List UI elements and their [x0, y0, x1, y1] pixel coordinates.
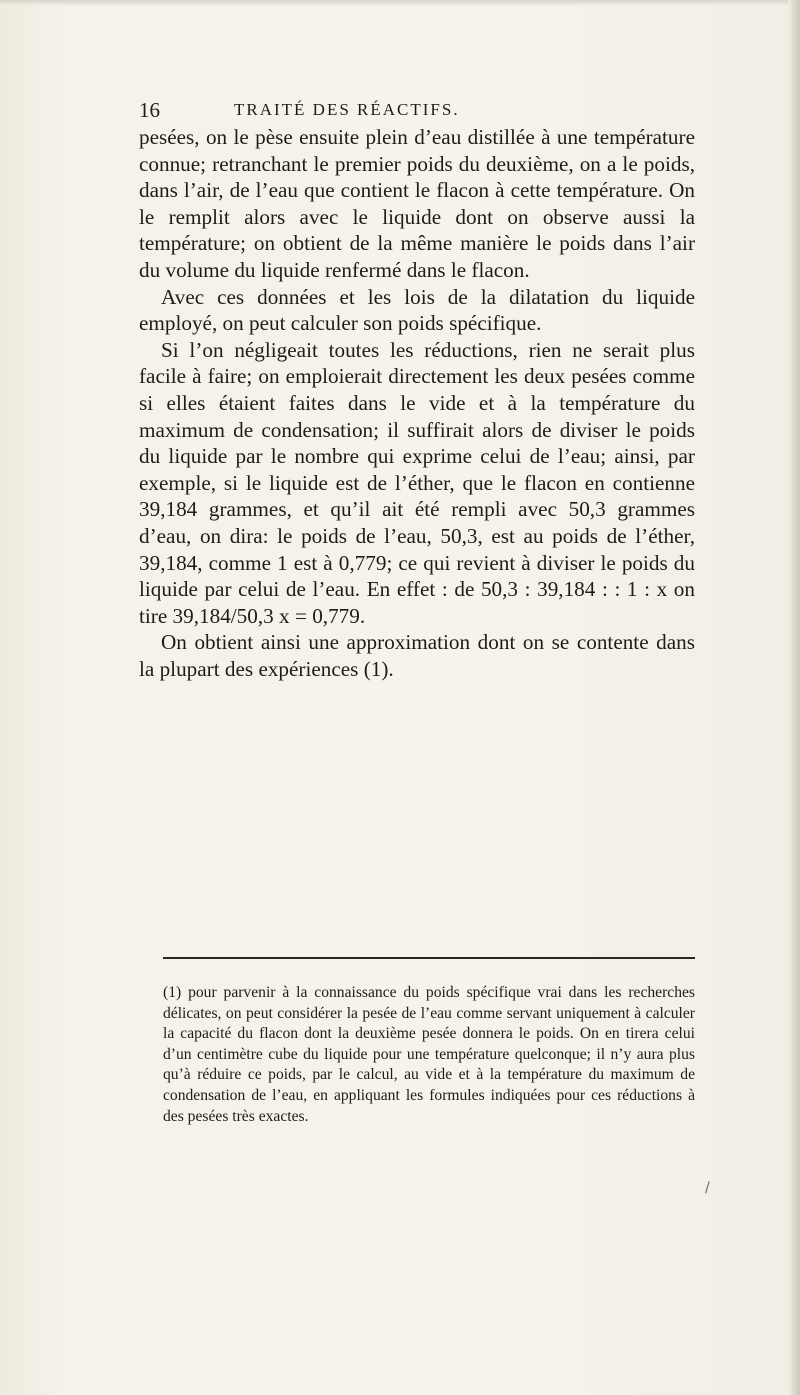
running-head: TRAITÉ DES RÉACTIFS. [234, 100, 460, 119]
main-text [139, 124, 695, 682]
page-right-edge [788, 0, 800, 1395]
paragraph-2: Avec ces données et les lois de la dilatation du liquide employé, on peut calculer son poids spécifique. [139, 284, 695, 336]
page-top-edge [0, 0, 800, 6]
footnote [163, 983, 695, 1127]
paragraph-1: pesées, on le pèse ensuite plein d’eau distillée à une température connue; retranchant le premier poids du deuxième, on a le poids, dans l’air, de l’eau que contient le flacon à cette température. On le remplit alors avec le liquide dont on observe aussi la température; on obtient de la même manière le poids dans l’air du volume du liquide renfermé dans le flacon. [139, 125, 695, 282]
paragraph-4: On obtient ainsi une approximation dont on se contente dans la plupart des expériences (1). [139, 630, 695, 681]
page-number: 16 [139, 98, 160, 122]
footnote-separator [163, 957, 695, 959]
paragraph-3: Si l’on négligeait toutes les réductions, rien ne serait plus facile à faire; on emploierait directement les deux pesées comme si elles étaient faites dans le vide et à la température du maximum de condensation; il suffirait alors de diviser le poids du liquide par le nombre qui exprime celui de l’eau; ainsi, par exemple, si le liquide est de l’éther, que le flacon en contienne 39,184 grammes, et qu’il ait été rempli avec 50,3 grammes d’eau, on dira: le poids de l’eau, 50,3, est au poids de l’éther, 39,184, comme 1 est à 0,779; ce qui revient à diviser le poids du liquide par celui de l’eau. En effet : de 50,3 : 39,184 : : 1 : x on tire 39,184/50,3 x = 0,779. [139, 337, 695, 628]
footnote-text: (1) pour parvenir à la connaissance du poids spécifique vrai dans les recherches délicates, on peut considérer la pesée de l’eau comme servant uniquement à calculer la capacité du flacon dont la deuxième pesée donnera le poids. On en tirera celui d’un centimètre cube du liquide pour une température quelconque; il n’y aura plus qu’à réduire ce poids, par le calcul, au vide et à la température du maximum de condensation de l’eau, en appliquant les formules indiquées pour ces réductions à des pesées très exactes. [163, 984, 695, 1125]
page-speck-mark: / [705, 1180, 710, 1196]
